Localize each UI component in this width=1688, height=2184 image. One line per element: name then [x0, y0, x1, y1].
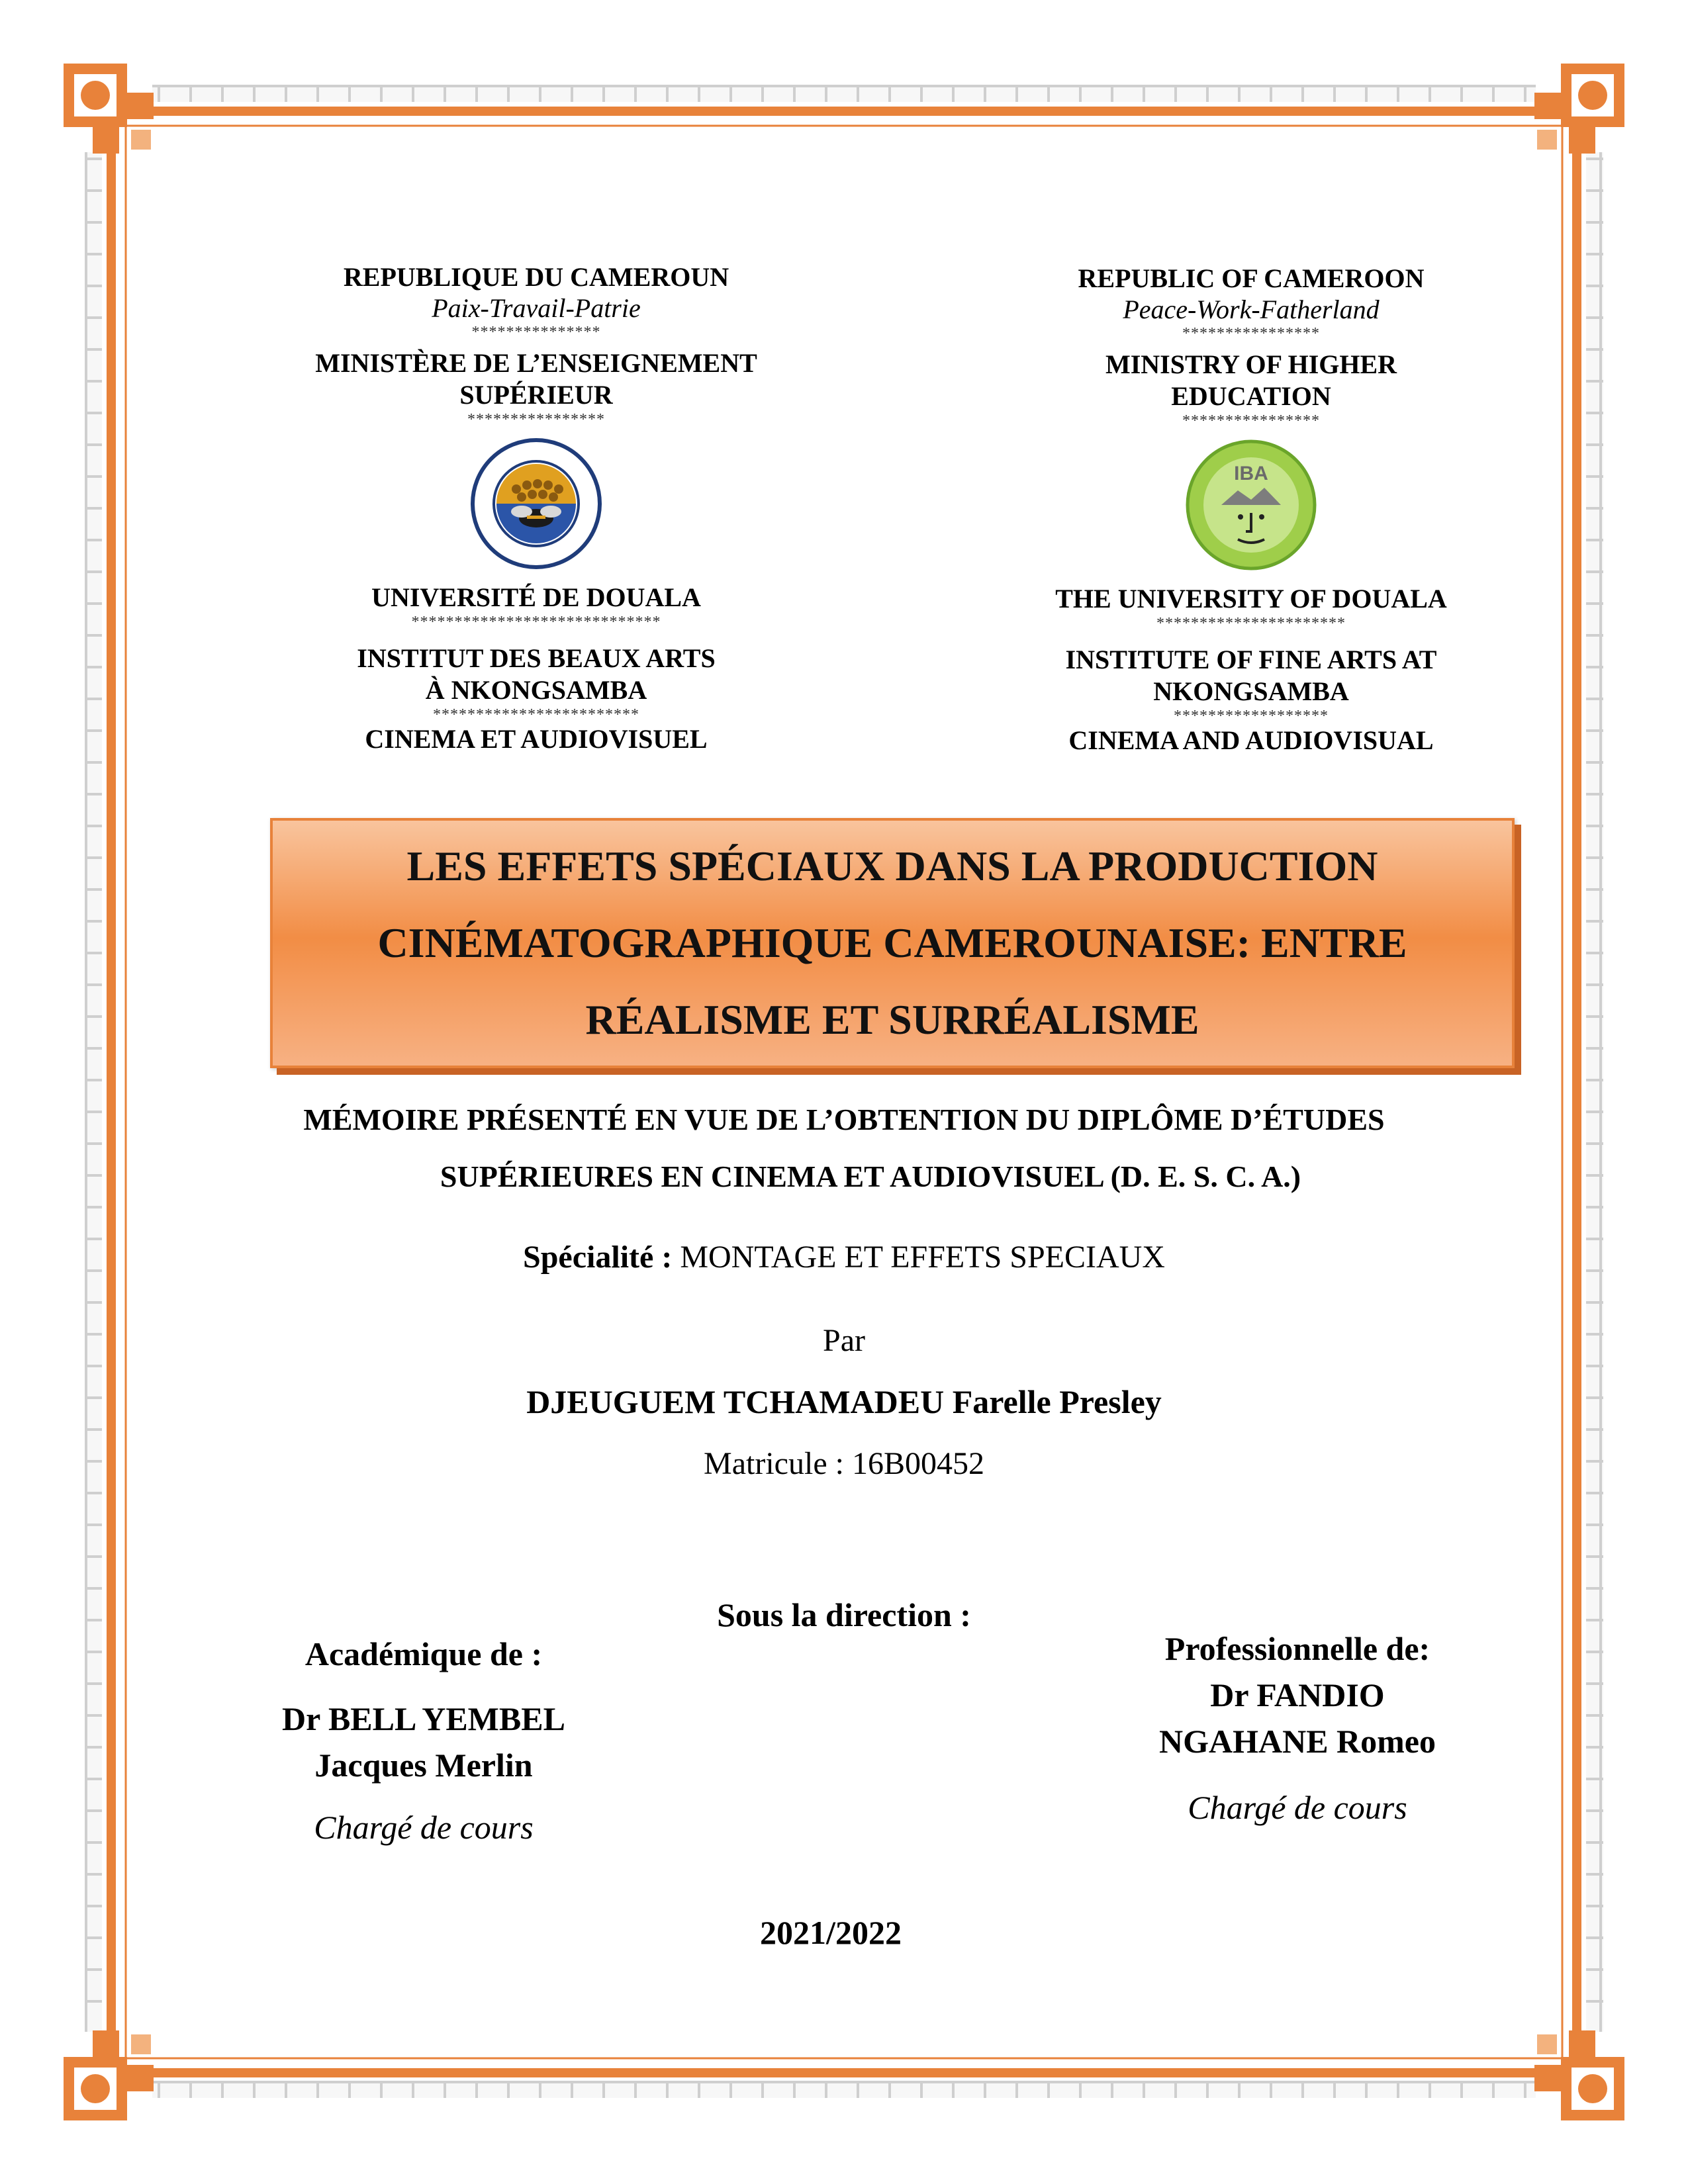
thesis-title-box [270, 818, 1515, 1068]
memoire-line1: MÉMOIRE PRÉSENTÉ EN VUE DE L’OBTENTION DU DIPLÔME D’ÉTUDES [303, 1103, 1385, 1136]
supervision-heading: Sous la direction : [717, 1596, 971, 1633]
specialite-label: Spécialité : [523, 1240, 673, 1275]
thesis-title [357, 828, 1427, 1058]
motto-fr: Paix-Travail-Patrie [432, 293, 641, 323]
ministry-line1-en: MINISTRY OF HIGHER [1105, 349, 1397, 379]
memoire-line2: SUPÉRIEURES EN CINEMA ET AUDIOVISUEL (D. E. S. C. A.) [440, 1160, 1301, 1193]
corner-ornament-bottom-right [1534, 2030, 1624, 2120]
corner-ornament-bottom-left [64, 2030, 154, 2120]
thesis-title-line1: LES EFFETS SPÉCIAUX DANS LA PRODUCTION [406, 842, 1378, 889]
professional-supervisor-role: Chargé de cours [1188, 1789, 1407, 1826]
institute-line1-fr: INSTITUT DES BEAUX ARTS [357, 643, 716, 673]
department-fr: CINEMA ET AUDIOVISUEL [365, 724, 708, 754]
university-name-fr: UNIVERSITÉ DE DOUALA [371, 582, 701, 612]
academic-supervisor-role: Chargé de cours [314, 1809, 534, 1846]
ministry-line2-fr: SUPÉRIEUR [459, 380, 613, 410]
separator-stars: *************** [471, 324, 601, 341]
separator-stars: ****************** [1174, 707, 1329, 725]
country-name-fr: REPUBLIQUE DU CAMEROUN [343, 262, 729, 292]
svg-text:IBA: IBA [1234, 463, 1268, 484]
iba-institute-seal-icon [1185, 439, 1317, 571]
academic-supervisor-name-line1: Dr BELL YEMBEL [282, 1700, 565, 1737]
professional-supervisor-label: Professionnelle de: [1164, 1630, 1430, 1667]
ministry-line1-fr: MINISTÈRE DE L’ENSEIGNEMENT [315, 348, 757, 378]
institute-line1-en: INSTITUTE OF FINE ARTS AT [1065, 645, 1437, 674]
professional-supervisor-name-line1: Dr FANDIO [1210, 1676, 1385, 1713]
institute-line2-en: NKONGSAMBA [1153, 676, 1349, 706]
academic-supervisor-block [238, 1631, 609, 1850]
specialite-line [0, 1238, 1688, 1277]
separator-stars: ***************************** [411, 614, 661, 631]
ministry-line2-en: EDUCATION [1171, 381, 1331, 411]
left-header-column [252, 261, 821, 755]
professional-supervisor-block [1092, 1625, 1503, 1831]
author-name: DJEUGUEM TCHAMADEU Farelle Presley [526, 1383, 1162, 1420]
country-name-en: REPUBLIC OF CAMEROON [1078, 263, 1425, 293]
academic-supervisor-name-line2: Jacques Merlin [314, 1747, 533, 1784]
thesis-title-line2: CINÉMATOGRAPHIQUE CAMEROUNAISE: ENTRE [377, 919, 1407, 966]
right-header-column [966, 263, 1536, 756]
university-of-douala-seal-icon [470, 437, 602, 570]
separator-stars: **************** [1182, 325, 1320, 342]
academic-supervisor-label: Académique de : [305, 1635, 543, 1672]
separator-stars: **************** [1182, 412, 1320, 430]
matricule: Matricule : 16B00452 [704, 1446, 984, 1481]
corner-ornament-top-left [64, 64, 154, 154]
par-label: Par [823, 1323, 865, 1358]
department-en: CINEMA AND AUDIOVISUAL [1068, 725, 1434, 755]
academic-year: 2021/2022 [760, 1914, 902, 1951]
thesis-title-line3: RÉALISME ET SURRÉALISME [585, 996, 1199, 1043]
institute-line2-fr: À NKONGSAMBA [425, 675, 647, 705]
university-name-en: THE UNIVERSITY OF DOUALA [1055, 584, 1447, 614]
separator-stars: **************** [467, 411, 605, 428]
separator-stars: ********************** [1156, 615, 1346, 632]
corner-ornament-top-right [1534, 64, 1624, 154]
separator-stars: ************************ [433, 706, 639, 723]
professional-supervisor-name-line2: NGAHANE Romeo [1158, 1723, 1436, 1760]
specialite-value: MONTAGE ET EFFETS SPECIAUX [680, 1240, 1165, 1275]
motto-en: Peace-Work-Fatherland [1123, 295, 1380, 324]
